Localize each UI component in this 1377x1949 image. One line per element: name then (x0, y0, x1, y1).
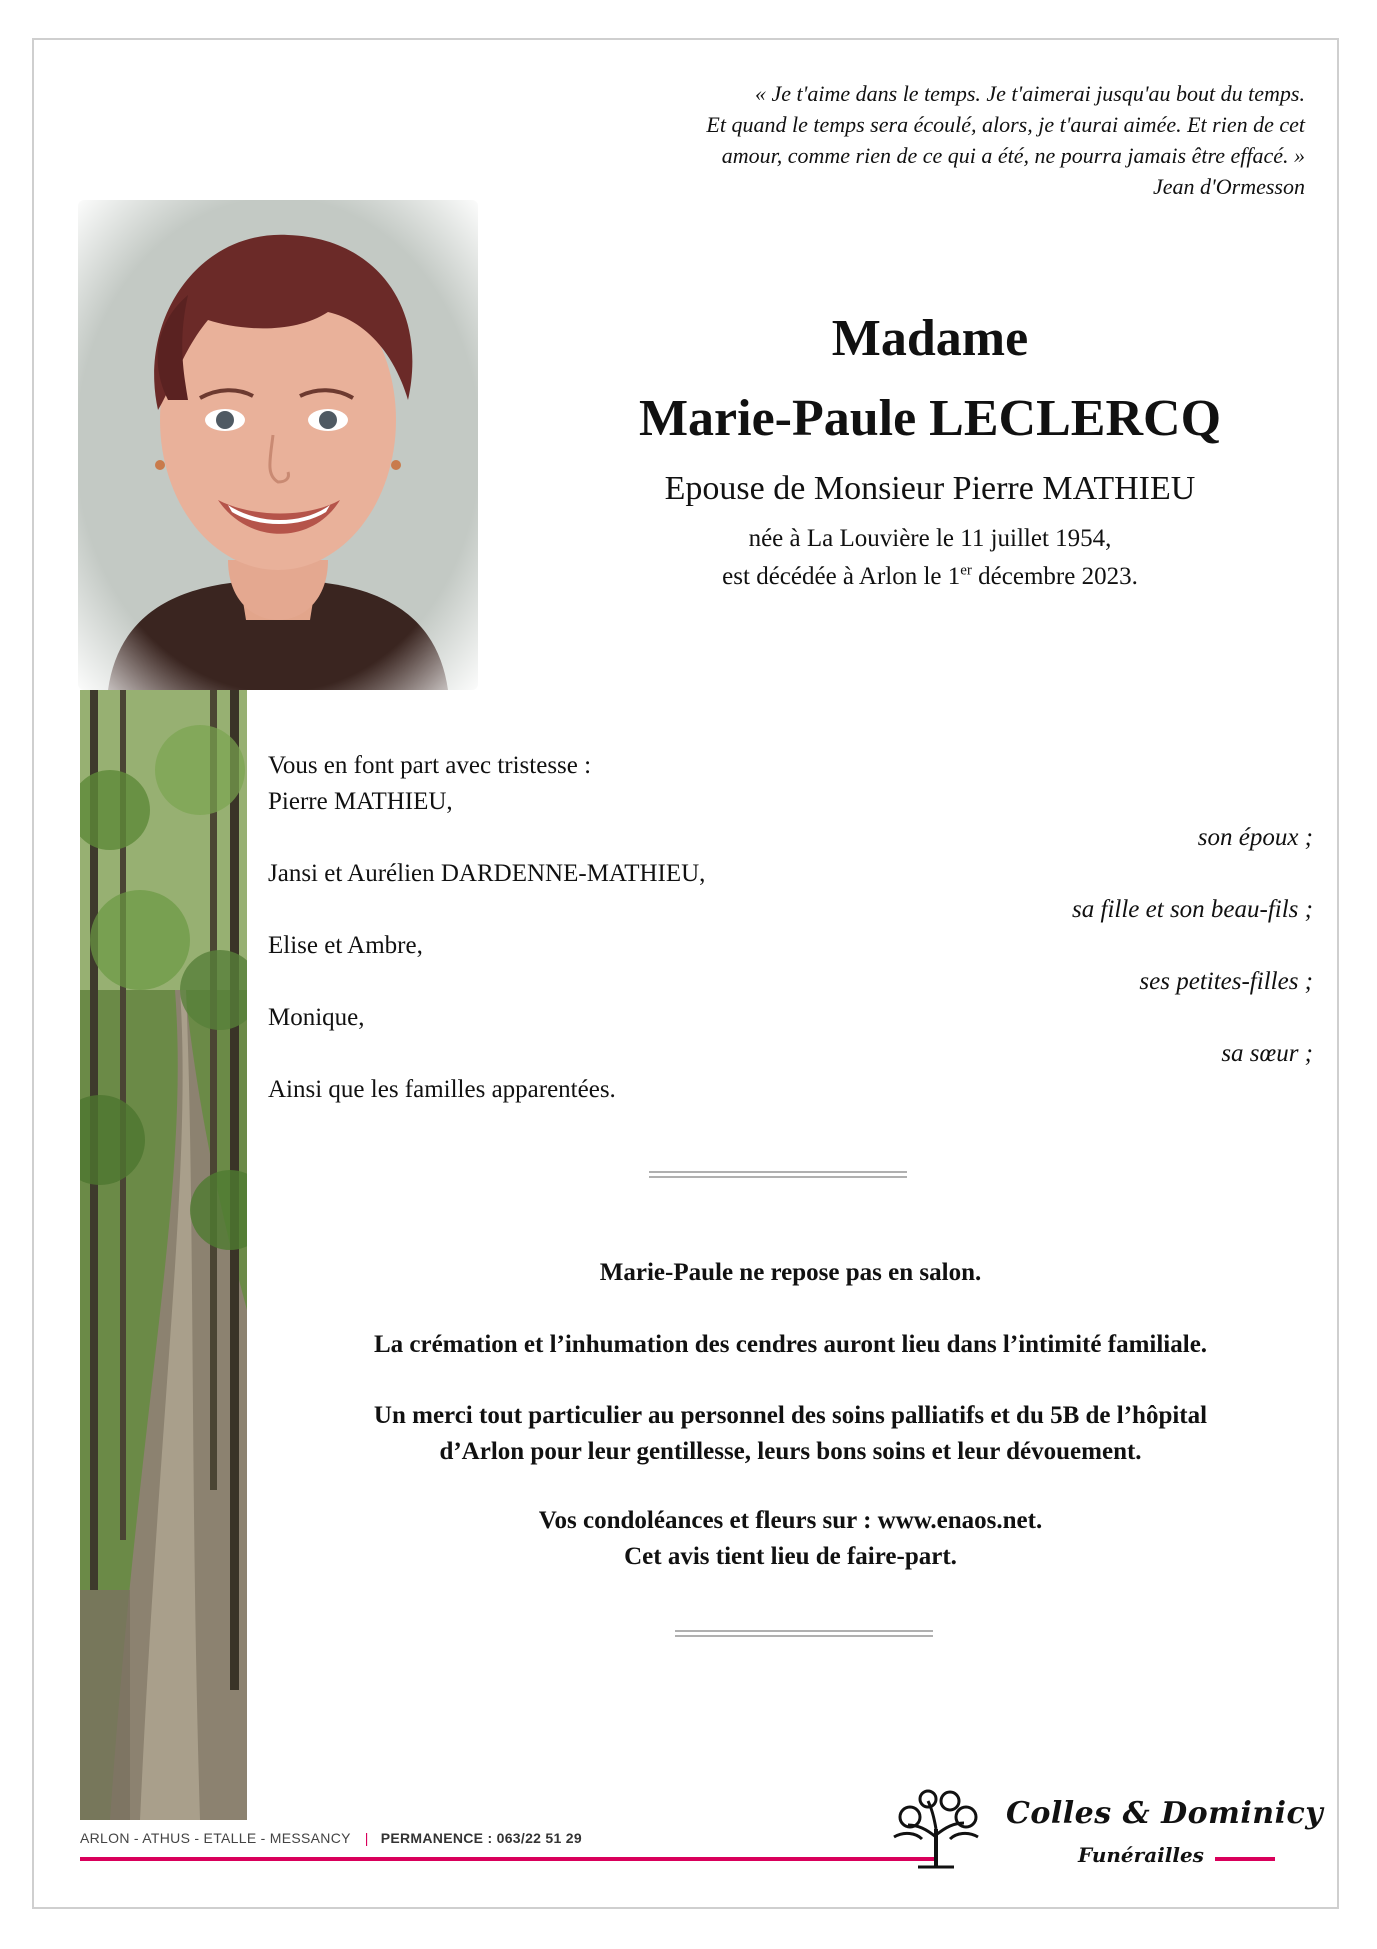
cremation-notice: La crémation et l’inhumation des cendres auront lieu dans l’intimité familiale. (373, 1331, 1208, 1358)
footer-contact (80, 1830, 582, 1846)
family-member-relation: sa sœur ; (1221, 1040, 1313, 1067)
forest-illustration (80, 690, 247, 1820)
quote-author: Jean d'Ormesson (1153, 174, 1305, 199)
quote-line: Et quand le temps sera écoulé, alors, je t'aurai aimée. Et rien de cet (706, 112, 1305, 137)
family-member-name: Jansi et Aurélien DARDENNE-MATHIEU, (268, 860, 706, 887)
footer-accent-bar-right (1215, 1857, 1275, 1861)
family-intro: Vous en font part avec tristesse : (268, 752, 592, 779)
death-suffix: décembre 2023. (971, 563, 1138, 590)
forest-path-photo (80, 690, 247, 1820)
birth-line: née à La Louvière le 11 juillet 1954, (748, 525, 1112, 552)
divider (675, 1630, 933, 1637)
condolences-notice (268, 1503, 1313, 1575)
death-ordinal: er (960, 562, 972, 579)
footer-separator: | (364, 1830, 369, 1846)
deceased-title: Madame (831, 310, 1029, 367)
death-prefix: est décédée à Arlon le 1 (722, 563, 961, 590)
portrait-illustration (78, 200, 478, 690)
epigraph-quote (405, 78, 1305, 202)
spouse-line: Epouse de Monsieur Pierre MATHIEU (664, 470, 1196, 507)
faire-part-line: Cet avis tient lieu de faire-part. (624, 1543, 957, 1570)
company-subtitle: Funérailles (1078, 1843, 1204, 1867)
tree-logo-icon (888, 1789, 984, 1869)
thanks-line: d’Arlon pour leur gentillesse, leurs bons soins et leur dévouement. (439, 1438, 1142, 1465)
company-name: Colles & Dominicy (1006, 1796, 1324, 1831)
death-line (540, 560, 1320, 594)
family-member-name: Pierre MATHIEU, (268, 788, 453, 815)
family-member-relation: ses petites-filles ; (1139, 968, 1313, 995)
family-member-name: Monique, (268, 1004, 365, 1031)
footer-accent-bar (80, 1857, 935, 1861)
family-member-relation: sa fille et son beau-fils ; (1072, 896, 1313, 923)
quote-line: « Je t'aime dans le temps. Je t'aimerai jusqu'au bout du temps. (755, 81, 1305, 106)
salon-notice: Marie-Paule ne repose pas en salon. (599, 1259, 982, 1286)
thanks-line: Un merci tout particulier au personnel des soins palliatifs et du 5B de l’hôpital (373, 1402, 1208, 1429)
condolences-line: Vos condoléances et fleurs sur : www.enaos.net. (538, 1507, 1043, 1534)
deceased-name: Marie-Paule LECLERCQ (638, 390, 1222, 447)
family-member-relation: son époux ; (1197, 824, 1313, 851)
quote-line: amour, comme rien de ce qui a été, ne pourra jamais être effacé. » (721, 143, 1305, 168)
footer-locations: ARLON - ATHUS - ETALLE - MESSANCY (80, 1830, 351, 1846)
thanks-notice (268, 1398, 1313, 1470)
footer-permanence: PERMANENCE : 063/22 51 29 (380, 1830, 582, 1846)
portrait-photo (78, 200, 478, 690)
family-member-name: Elise et Ambre, (268, 932, 423, 959)
family-announcement (268, 748, 1313, 1108)
family-closing: Ainsi que les familles apparentées. (268, 1076, 616, 1103)
divider (649, 1171, 907, 1178)
